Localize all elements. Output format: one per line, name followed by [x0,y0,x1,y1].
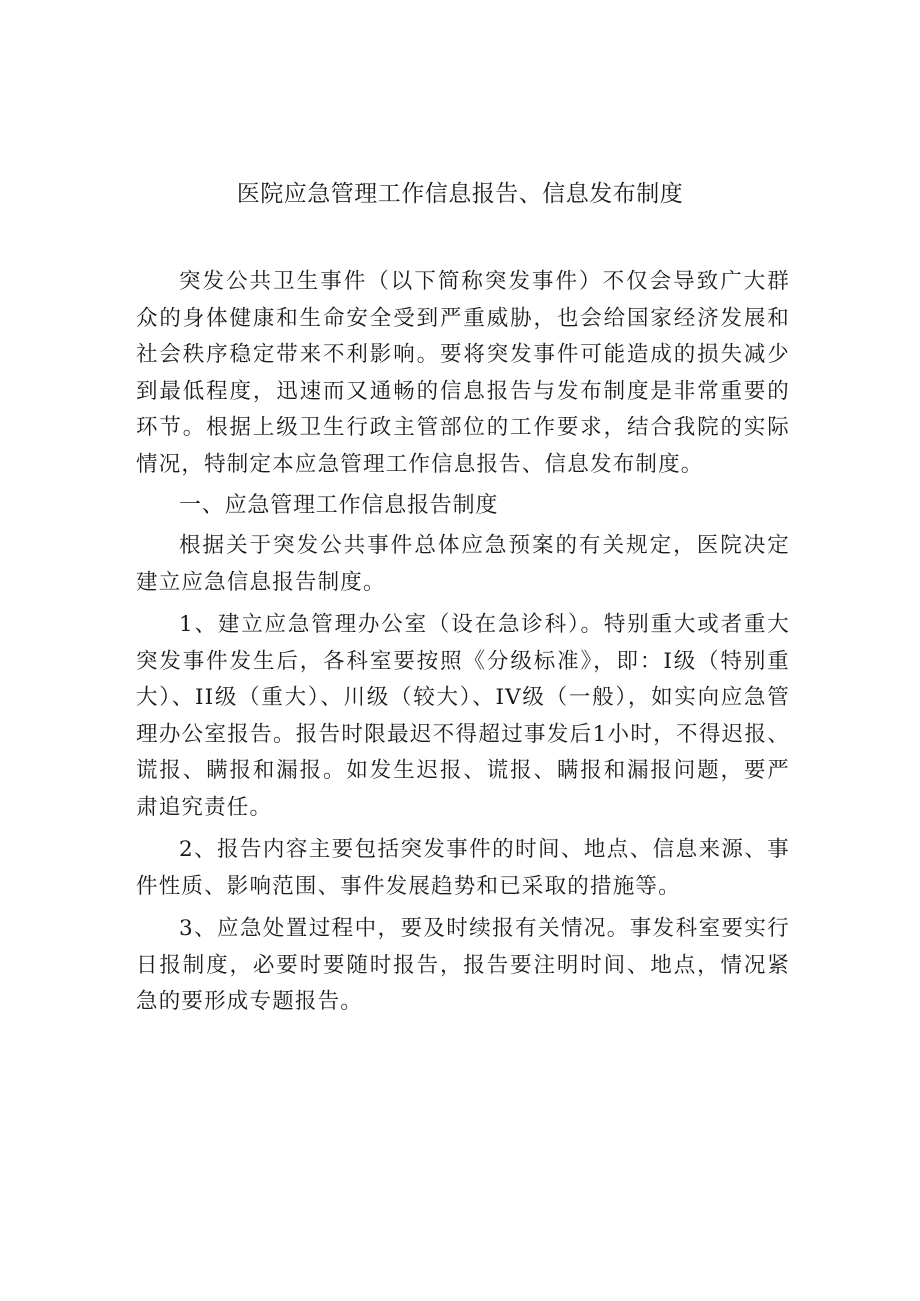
item-1-paragraph: 1、建立应急管理办公室（设在急诊科）。特别重大或者重大突发事件发生后，各科室要按照《分级标准》，即：I级（特别重大）、II级（重大）、川级（较大）、IV级（一般），如实向应急管理办公室报告。报告时限最迟不得超过事发后1小时，不得迟报、谎报、瞒报和漏报。如发生迟报、谎报、瞒报和漏报问题，要严肃追究责任。 [136,612,790,820]
item-3-paragraph: 3、应急处置过程中，要及时续报有关情况。事发科室要实行日报制度，必要时要随时报告，报告要注明时间、地点，情况紧急的要形成专题报告。 [136,916,790,1014]
section-heading: 一、应急管理工作信息报告制度 [179,493,499,518]
section-lead-paragraph: 根据关于突发公共事件总体应急预案的有关规定，医院决定建立应急信息报告制度。 [136,533,790,595]
document-title: 医院应急管理工作信息报告、信息发布制度 [236,181,684,207]
item-2-paragraph: 2、报告内容主要包括突发事件的时间、地点、信息来源、事件性质、影响范围、事件发展趋势和已采取的措施等。 [136,837,790,899]
intro-paragraph: 突发公共卫生事件（以下简称突发事件）不仅会导致广大群众的身体健康和生命安全受到严重威胁，也会给国家经济发展和社会秩序稳定带来不利影响。要将突发事件可能造成的损失减少到最低程度，迅速而又通畅的信息报告与发布制度是非常重要的环节。根据上级卫生行政主管部位的工作要求，结合我院的实际情况，特制定本应急管理工作信息报告、信息发布制度。 [136,269,790,477]
document-body [136,264,790,1021]
